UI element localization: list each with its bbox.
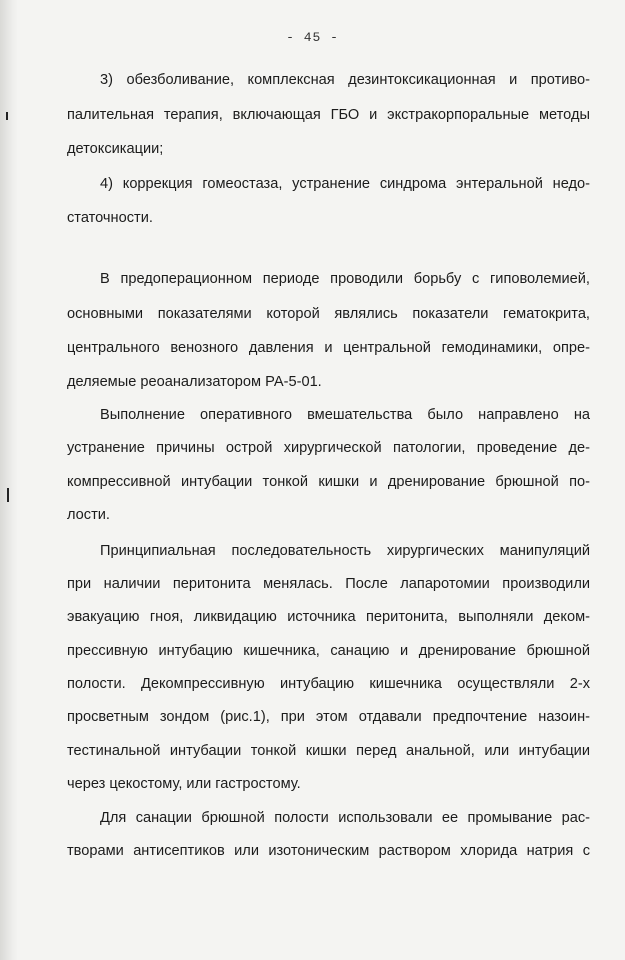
page-number: - 45 -: [286, 30, 339, 45]
text-line: полости. Декомпрессивную интубацию кишечника осуществляли 2-х: [67, 676, 590, 692]
text-line: основными показателями которой являлись показатели гематокрита,: [67, 306, 590, 322]
text-line: центрального венозного давления и центральной гемодинамики, опре-: [67, 340, 590, 356]
text-line: компрессивной интубации тонкой кишки и дренирование брюшной по-: [67, 474, 590, 490]
text-line: Принципиальная последовательность хирургических манипуляций: [100, 543, 590, 559]
text-line: Для санации брюшной полости использовали ее промывание рас-: [100, 810, 590, 826]
text-line: палительная терапия, включающая ГБО и экстракорпоральные методы: [67, 107, 590, 123]
text-line: тестинальной интубации тонкой кишки перед анальной, или интубации: [67, 743, 590, 759]
text-line: лости.: [67, 507, 110, 523]
text-line: через цекостому, или гастростому.: [67, 776, 301, 792]
text-line: статочности.: [67, 210, 153, 226]
text-line: детоксикации;: [67, 141, 164, 157]
text-line: Выполнение оперативного вмешательства было направлено на: [100, 407, 590, 423]
text-line: при наличии перитонита менялась. После лапаротомии производили: [67, 576, 590, 592]
text-line: эвакуацию гноя, ликвидацию источника перитонита, выполняли деком-: [67, 609, 590, 625]
text-line: просветным зондом (рис.1), при этом отдавали предпочтение назоин-: [67, 709, 590, 725]
text-line: 4) коррекция гомеостаза, устранение синдрома энтеральной недо-: [100, 176, 590, 192]
page-edge-shadow: [0, 0, 18, 960]
scan-mark-middle: [7, 488, 9, 502]
text-line: В предоперационном периоде проводили борьбу с гиповолемией,: [100, 271, 590, 287]
text-line: устранение причины острой хирургической патологии, проведение де-: [67, 440, 590, 456]
text-line: 3) обезболивание, комплексная дезинтоксикационная и противо-: [100, 72, 590, 88]
scan-mark-top: [6, 112, 8, 120]
text-line: деляемые реоанализатором РА-5-01.: [67, 374, 322, 390]
text-line: творами антисептиков или изотоническим раствором хлорида натрия с: [67, 843, 590, 859]
text-line: прессивную интубацию кишечника, санацию и дренирование брюшной: [67, 643, 590, 659]
